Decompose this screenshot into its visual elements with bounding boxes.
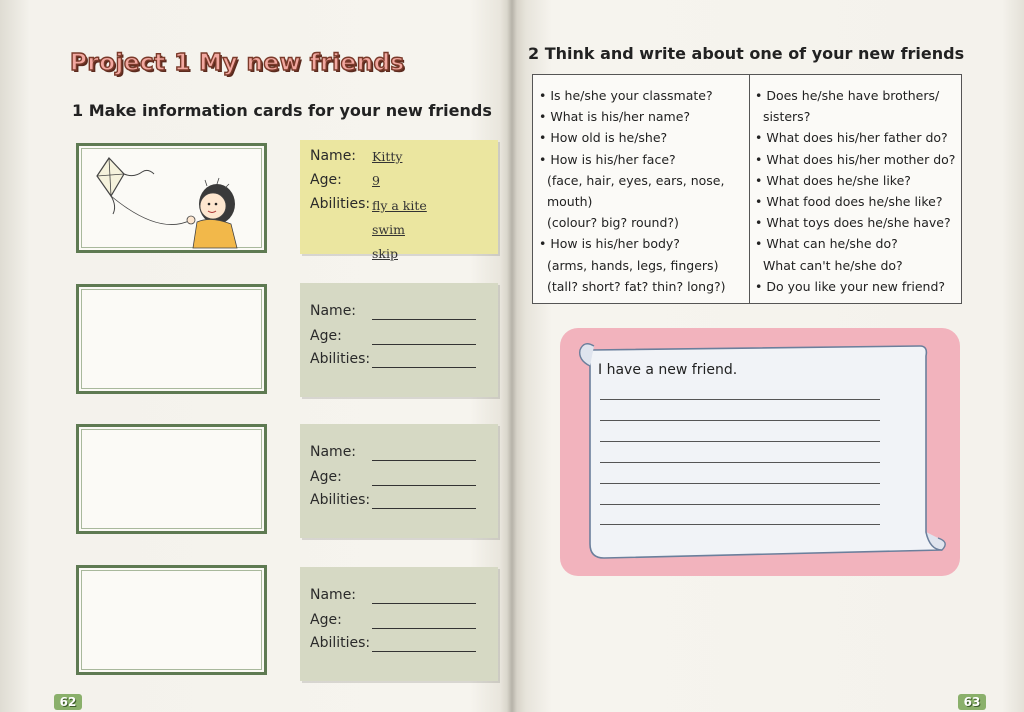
table-divider xyxy=(749,75,750,303)
question-line: • What does his/her father do? xyxy=(755,130,948,146)
project-title: Project 1 My new friends xyxy=(70,50,405,76)
question-line: • What does he/she like? xyxy=(755,172,911,188)
abilities-label: Abilities: xyxy=(310,492,371,508)
name-blank[interactable] xyxy=(372,460,476,461)
section-2-title: 2 Think and write about one of your new friends xyxy=(528,44,965,63)
question-line: • How is his/her face? xyxy=(539,151,676,167)
writing-prompt: I have a new friend. xyxy=(598,362,738,378)
abilities-label: Abilities: xyxy=(310,351,371,367)
name-blank[interactable] xyxy=(372,319,476,320)
info-card-3 xyxy=(300,424,498,538)
age-value: 9 xyxy=(372,173,380,188)
question-line: (face, hair, eyes, ears, nose, xyxy=(539,172,725,188)
question-line: (tall? short? fat? thin? long?) xyxy=(539,278,726,294)
question-line: • What food does he/she like? xyxy=(755,194,943,210)
right-page xyxy=(512,0,1024,712)
writing-line[interactable] xyxy=(600,524,880,525)
age-blank[interactable] xyxy=(372,628,476,629)
section-1-title: 1 Make information cards for your new friends xyxy=(72,101,492,120)
writing-line[interactable] xyxy=(600,462,880,463)
age-label: Age: xyxy=(310,328,342,344)
abilities-blank[interactable] xyxy=(372,367,476,368)
name-label: Name: xyxy=(310,587,357,603)
ability-value: skip xyxy=(372,246,398,261)
name-label: Name: xyxy=(310,303,357,319)
abilities-blank[interactable] xyxy=(372,508,476,509)
picture-frame-4 xyxy=(76,565,267,675)
ability-value: fly a kite xyxy=(372,198,427,213)
question-line: • How old is he/she? xyxy=(539,130,668,146)
question-line: (arms, hands, legs, fingers) xyxy=(539,257,719,273)
abilities-blank[interactable] xyxy=(372,651,476,652)
book-spine xyxy=(507,0,517,712)
name-value: Kitty xyxy=(372,149,403,164)
question-line: mouth) xyxy=(539,194,593,210)
age-label: Age: xyxy=(310,612,342,628)
question-line: • Is he/she your classmate? xyxy=(539,88,713,103)
age-label: Age: xyxy=(310,469,342,485)
age-blank[interactable] xyxy=(372,485,476,486)
age-label: Age: xyxy=(310,172,342,188)
questions-left-column xyxy=(539,85,726,297)
questions-right-column xyxy=(755,85,955,297)
question-line: • How is his/her body? xyxy=(539,236,680,252)
question-line: • What can he/she do? xyxy=(755,236,898,252)
info-card-2 xyxy=(300,283,498,397)
questions-table xyxy=(532,74,962,304)
question-line: • What is his/her name? xyxy=(539,109,691,125)
page-number-right: 63 xyxy=(958,694,986,710)
question-line: • What does his/her mother do? xyxy=(755,151,956,167)
abilities-label: Abilities: xyxy=(310,196,371,212)
question-line: sisters? xyxy=(755,109,811,125)
question-line: (colour? big? round?) xyxy=(539,215,679,231)
info-card-1 xyxy=(300,140,498,261)
age-blank[interactable] xyxy=(372,344,476,345)
writing-line[interactable] xyxy=(600,399,880,400)
name-label: Name: xyxy=(310,444,357,460)
question-line: • Do you like your new friend? xyxy=(755,278,946,294)
writing-line[interactable] xyxy=(600,483,880,484)
question-line: • Does he/she have brothers/ xyxy=(755,88,940,103)
name-blank[interactable] xyxy=(372,603,476,604)
abilities-label: Abilities: xyxy=(310,635,371,651)
writing-line[interactable] xyxy=(600,504,880,505)
question-line: What can't he/she do? xyxy=(755,257,903,273)
picture-frame-2 xyxy=(76,284,267,394)
picture-frame-1 xyxy=(76,143,267,253)
page-number-left: 62 xyxy=(54,694,82,710)
writing-line[interactable] xyxy=(600,420,880,421)
picture-frame-3 xyxy=(76,424,267,534)
info-card-4 xyxy=(300,567,498,681)
ability-value: swim xyxy=(372,222,405,237)
kite-girl-illustration-icon xyxy=(79,146,264,250)
writing-line[interactable] xyxy=(600,441,880,442)
question-line: • What toys does he/she have? xyxy=(755,215,951,231)
name-label: Name: xyxy=(310,148,357,164)
